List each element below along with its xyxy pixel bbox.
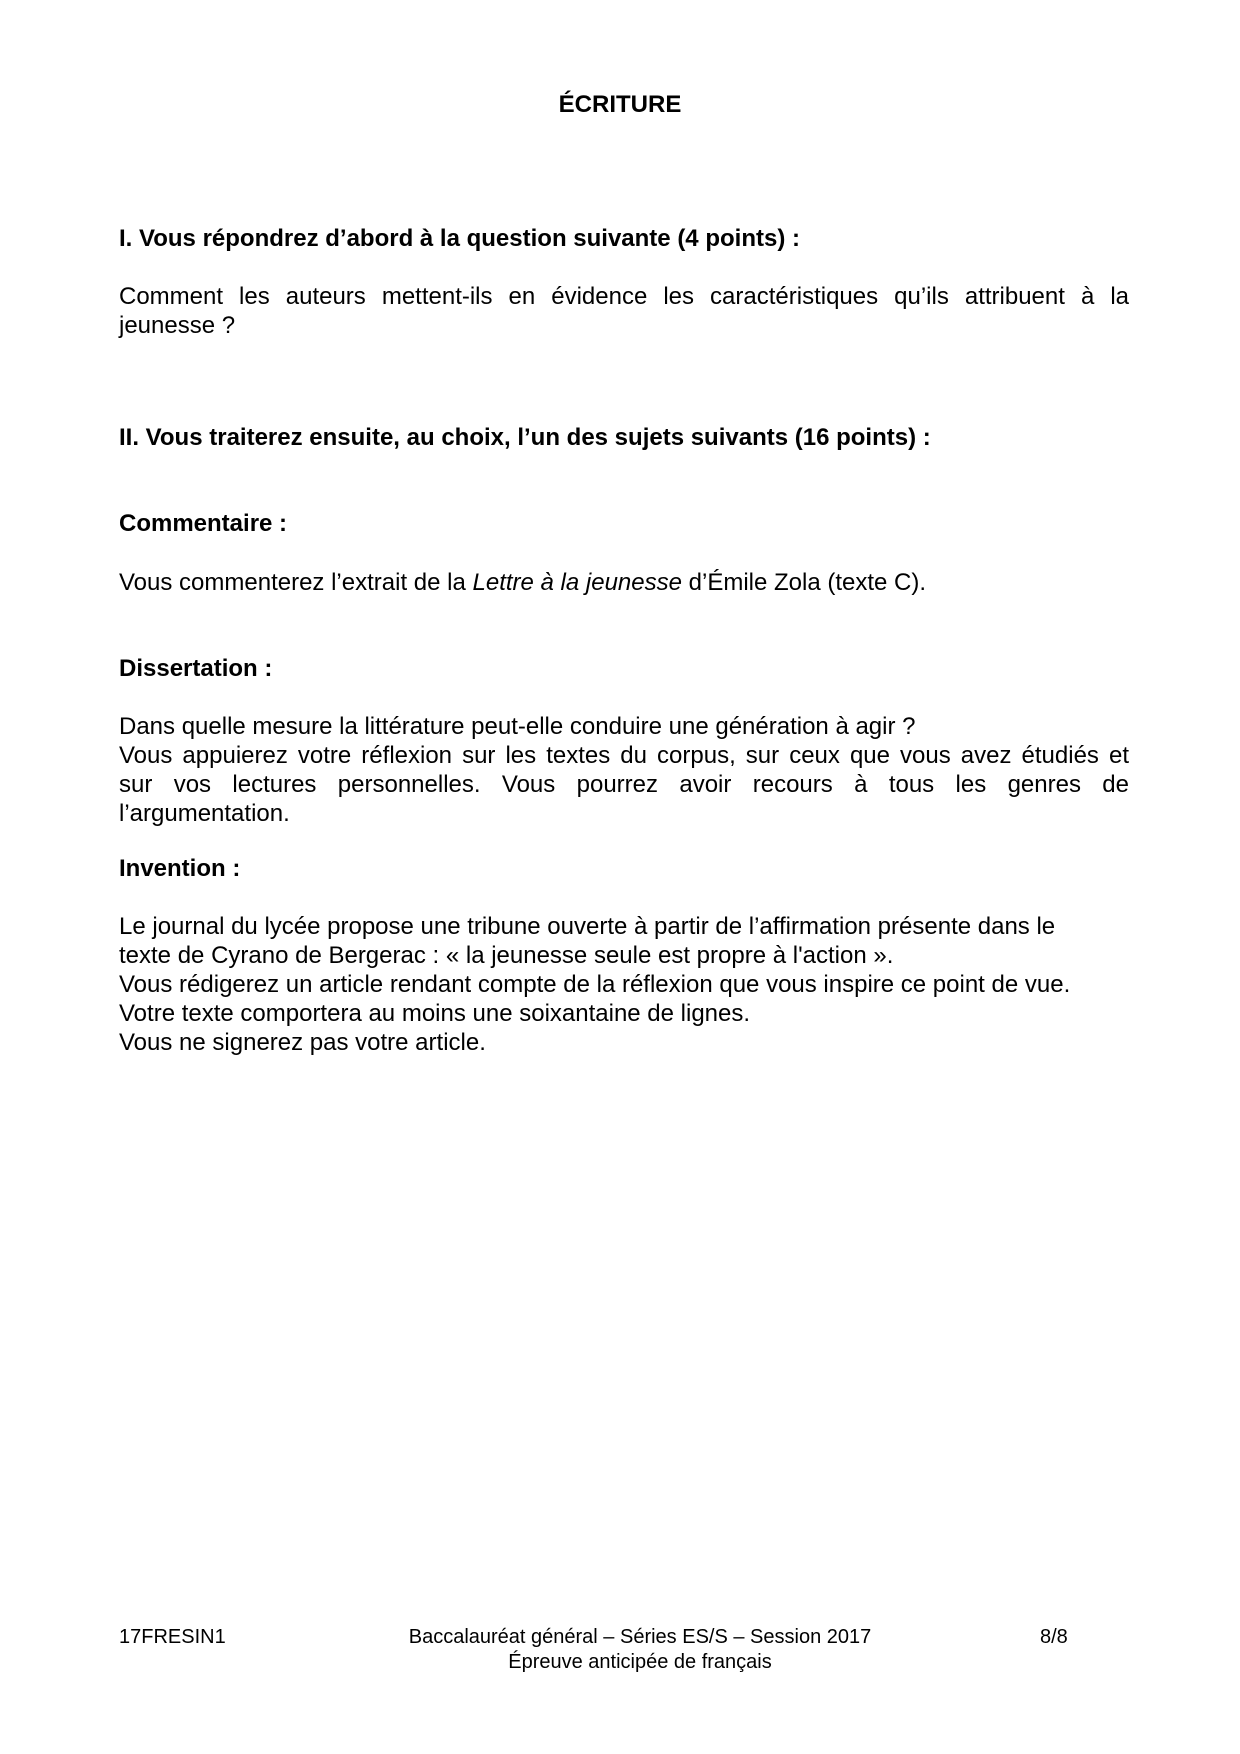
commentaire-work-title: Lettre à la jeunesse <box>472 569 682 596</box>
dissertation-line-1: Dans quelle mesure la littérature peut-elle conduire une génération à agir ? <box>119 713 916 740</box>
commentaire-text <box>119 568 1129 597</box>
subjects-heading: II. Vous traiterez ensuite, au choix, l’un des sujets suivants (16 points) : <box>119 424 931 451</box>
question-text-line-2: jeunesse ? <box>119 312 236 339</box>
footer-exam-info <box>300 1625 980 1675</box>
question-heading: I. Vous répondrez d’abord à la question suivante (4 points) : <box>119 225 800 252</box>
question-text-line-1: Comment les auteurs mettent-ils en évidence les caractéristiques qu’ils attribuent à la <box>119 283 1129 310</box>
footer-exam-code: 17FRESIN1 <box>119 1626 226 1648</box>
invention-line-4: Votre texte comportera au moins une soixantaine de lignes. <box>119 1000 751 1027</box>
dissertation-text <box>119 712 1129 828</box>
invention-line-3: Vous rédigerez un article rendant compte de la réflexion que vous inspire ce point de vue. <box>119 971 1071 998</box>
page-title: ÉCRITURE <box>558 91 682 118</box>
dissertation-line-2: Vous appuierez votre réflexion sur les textes du corpus, sur ceux que vous avez étudiés et <box>119 742 1129 769</box>
invention-text <box>119 912 1129 1057</box>
invention-line-5: Vous ne signerez pas votre article. <box>119 1029 486 1056</box>
dissertation-line-4: l’argumentation. <box>119 800 290 827</box>
footer-exam-line-1: Baccalauréat général – Séries ES/S – Session 2017 <box>408 1626 872 1648</box>
footer-exam-line-2: Épreuve anticipée de français <box>508 1651 772 1673</box>
invention-heading: Invention : <box>119 855 241 882</box>
dissertation-heading: Dissertation : <box>119 655 273 682</box>
commentaire-text-before: Vous commenterez l’extrait de la <box>119 569 473 596</box>
invention-line-2: texte de Cyrano de Bergerac : « la jeunesse seule est propre à l'action ». <box>119 942 894 969</box>
commentaire-text-after: d’Émile Zola (texte C). <box>681 569 927 596</box>
commentaire-heading: Commentaire : <box>119 510 288 537</box>
dissertation-line-3: sur vos lectures personnelles. Vous pourrez avoir recours à tous les genres de <box>119 771 1129 798</box>
question-text <box>119 282 1129 340</box>
invention-line-1: Le journal du lycée propose une tribune ouverte à partir de l’affirmation présente dans le <box>119 913 1056 940</box>
footer-page-number: 8/8 <box>1040 1626 1068 1648</box>
